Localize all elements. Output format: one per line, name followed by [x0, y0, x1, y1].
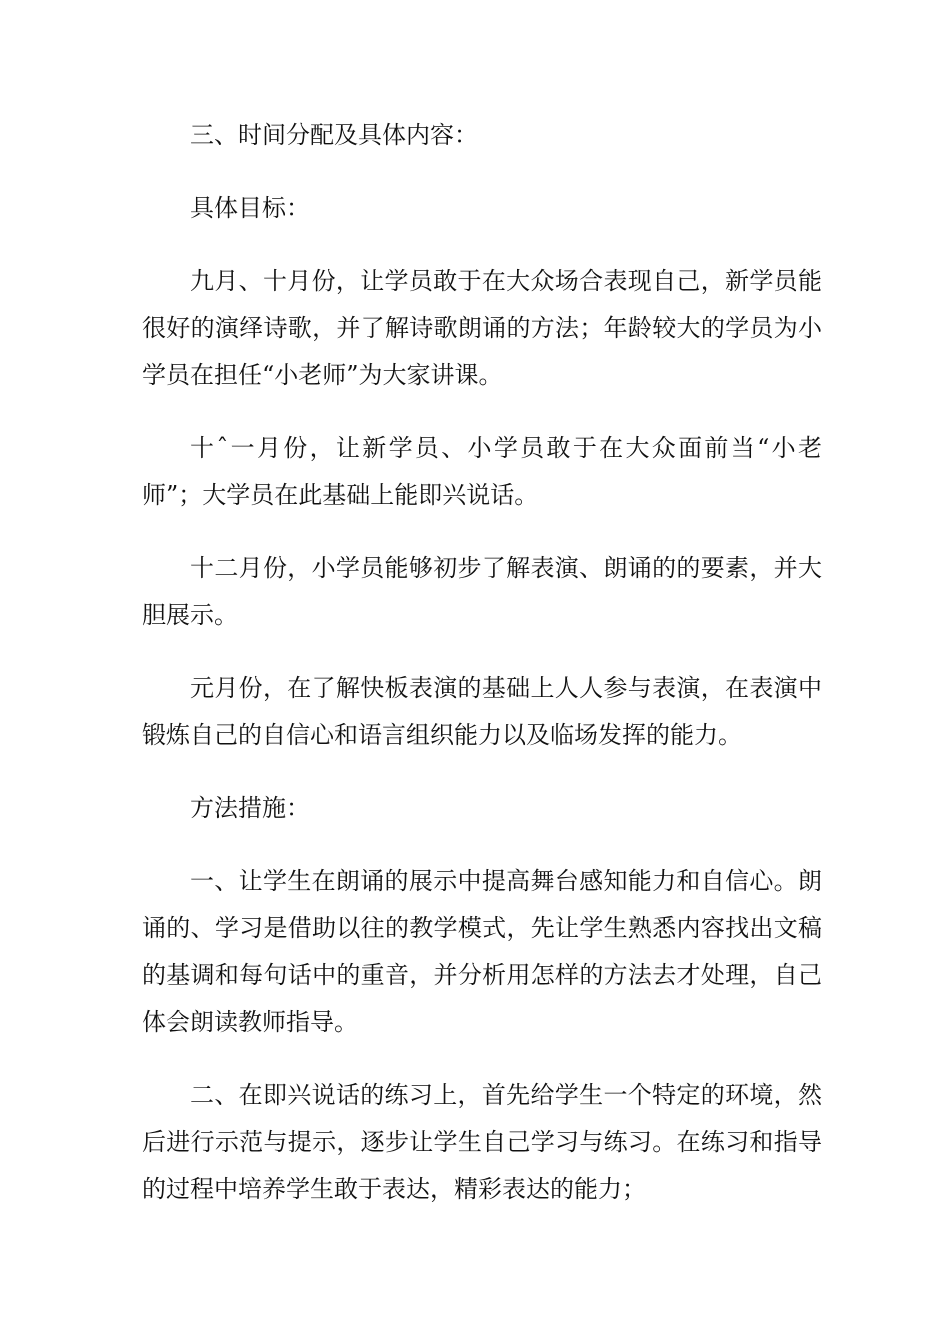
document-body	[142, 112, 822, 1239]
subheading-specific-goals: 具体目标：	[190, 194, 310, 222]
paragraph-january: 元月份，在了解快板表演的基础上人人参与表演，在表演中锻炼自己的自信心和语言组织能力以及临场发挥的能力。	[142, 674, 822, 749]
subheading-methods: 方法措施：	[190, 794, 310, 822]
paragraph-method-one: 一、让学生在朗诵的展示中提高舞台感知能力和自信心。朗诵的、学习是借助以往的教学模式，先让学生熟悉内容找出文稿的基调和每句话中的重音，并分析用怎样的方法去才处理，自己体会朗读教师指导。	[142, 867, 822, 1036]
paragraph-method-two: 二、在即兴说话的练习上，首先给学生一个特定的环境，然后进行示范与提示，逐步让学生自己学习与练习。在练习和指导的过程中培养学生敢于表达，精彩表达的能力；	[142, 1081, 822, 1203]
paragraph-november: 十ˆ一月份，让新学员、小学员敢于在大众面前当“小老师”；大学员在此基础上能即兴说话。	[142, 434, 822, 509]
section-heading-time-allocation: 三、时间分配及具体内容：	[190, 121, 478, 149]
paragraph-sep-oct: 九月、十月份，让学员敢于在大众场合表现自己，新学员能很好的演绎诗歌，并了解诗歌朗诵的方法；年龄较大的学员为小学员在担任“小老师”为大家讲课。	[142, 267, 822, 389]
paragraph-december: 十二月份，小学员能够初步了解表演、朗诵的的要素，并大胆展示。	[142, 554, 822, 629]
